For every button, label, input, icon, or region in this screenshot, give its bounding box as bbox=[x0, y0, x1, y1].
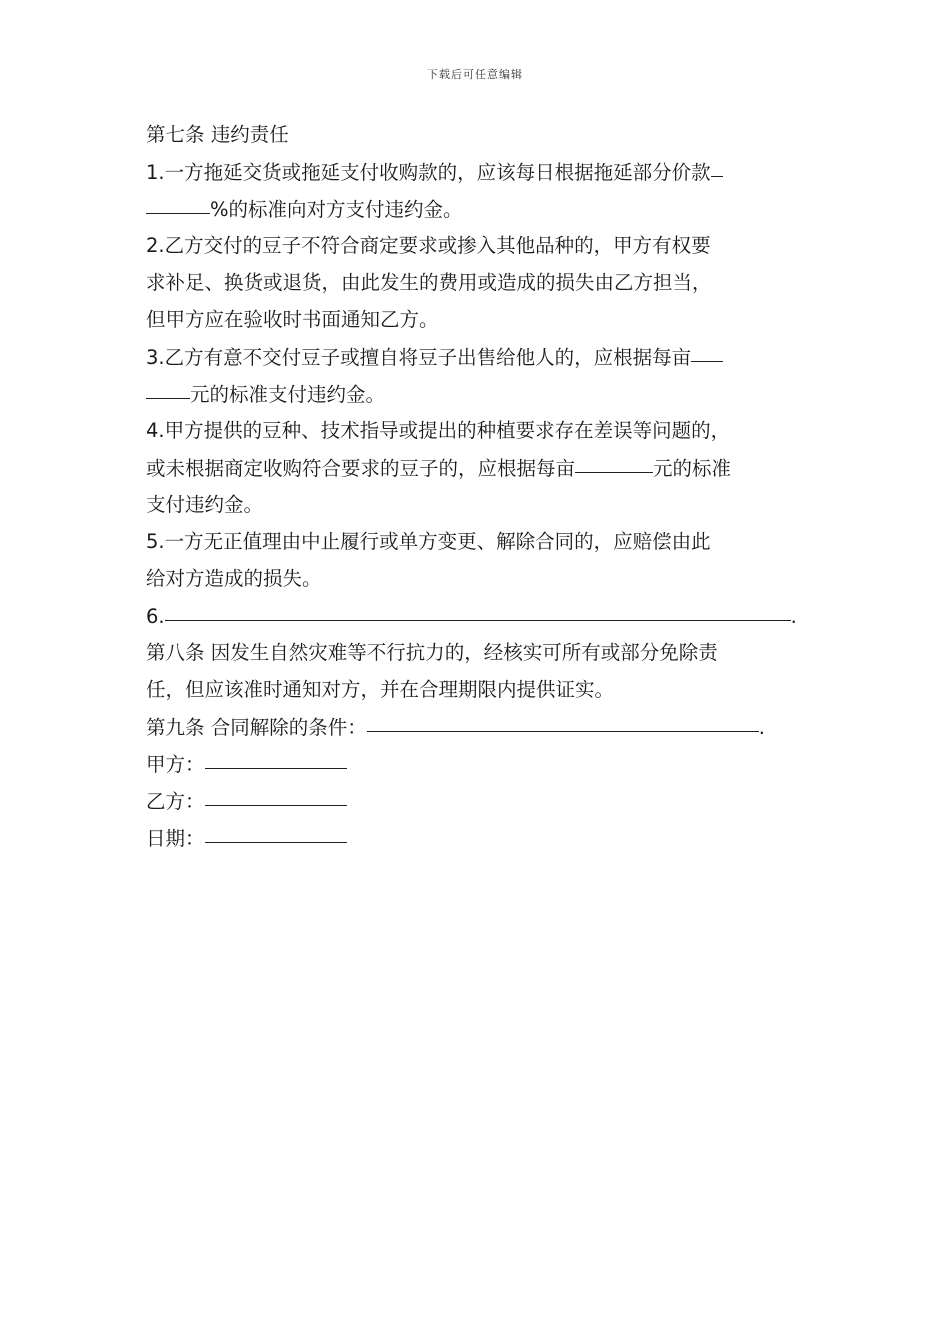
termination-conditions-blank[interactable] bbox=[367, 706, 759, 732]
item-6-prefix: 6. bbox=[146, 605, 165, 628]
article-7-item-3-line-1 bbox=[146, 338, 826, 375]
item-4-prefix: 或未根据商定收购符合要求的豆子的，应根据每亩 bbox=[146, 457, 576, 480]
article-7-item-1-line-1 bbox=[146, 153, 826, 190]
article-9-label: 第九条 合同解除的条件： bbox=[146, 716, 367, 739]
article-9-suffix: . bbox=[758, 716, 765, 739]
article-7-title: 第七条 违约责任 bbox=[146, 123, 289, 146]
party-a-label: 甲方： bbox=[146, 753, 205, 776]
article-7-item-3-line-2 bbox=[146, 375, 826, 412]
article-7-item-1-line-2 bbox=[146, 190, 826, 227]
article-7-item-2-line-3: 但甲方应在验收时书面通知乙方。 bbox=[146, 308, 439, 331]
article-7-item-2-line-1: 2.乙方交付的豆子不符合商定要求或掺入其他品种的，甲方有权要 bbox=[146, 234, 711, 257]
article-8-line-2: 任，但应该准时通知对方，并在合理期限内提供证实。 bbox=[146, 678, 615, 701]
item-3-text: 3.乙方有意不交付豆子或擅自将豆子出售给他人的，应根据每亩 bbox=[146, 346, 692, 369]
item-1-text: 1.一方拖延交货或拖延支付收购款的，应该每日根据拖延部分价款 bbox=[146, 161, 711, 184]
article-7-item-5-line-2: 给对方造成的损失。 bbox=[146, 567, 322, 590]
item-1-suffix: %的标准向对方支付违约金。 bbox=[210, 198, 463, 221]
per-mu-penalty-blank-part-1[interactable] bbox=[691, 336, 723, 362]
date-signature bbox=[146, 819, 826, 856]
article-7-item-2-line-2: 求补足、换货或退货，由此发生的费用或造成的损失由乙方担当， bbox=[146, 271, 712, 294]
article-7-item-4-line-3: 支付违约金。 bbox=[146, 493, 264, 516]
date-label: 日期： bbox=[146, 827, 205, 850]
contract-body bbox=[146, 116, 826, 856]
article-7-item-5-line-1: 5.一方无正值理由中止履行或单方变更、解除合同的，应赔偿由此 bbox=[146, 530, 711, 553]
date-blank[interactable] bbox=[205, 817, 347, 843]
article-9 bbox=[146, 708, 826, 745]
penalty-rate-blank-part-1[interactable] bbox=[711, 151, 723, 177]
page-header-note: 下载后可任意编辑 bbox=[427, 68, 523, 81]
penalty-rate-blank-part-2[interactable] bbox=[146, 188, 210, 214]
article-8-line-1: 第八条 因发生自然灾难等不行抗力的，经核实可所有或部分免除责 bbox=[146, 641, 718, 664]
party-b-blank[interactable] bbox=[205, 780, 347, 806]
item-3-suffix: 元的标准支付违约金。 bbox=[190, 383, 386, 406]
party-a-blank[interactable] bbox=[205, 743, 347, 769]
article-7-item-4-line-1: 4.甲方提供的豆种、技术指导或提出的种植要求存在差误等问题的， bbox=[146, 419, 731, 442]
per-mu-penalty-blank-part-2[interactable] bbox=[146, 373, 190, 399]
per-mu-penalty-blank-b[interactable] bbox=[575, 447, 653, 473]
party-b-label: 乙方： bbox=[146, 790, 205, 813]
item-6-blank[interactable] bbox=[165, 595, 791, 621]
article-7-item-4-line-2 bbox=[146, 449, 826, 486]
party-a-signature bbox=[146, 745, 826, 782]
item-6-suffix: . bbox=[790, 605, 797, 628]
party-b-signature bbox=[146, 782, 826, 819]
article-7-item-6 bbox=[146, 597, 826, 634]
item-4-suffix: 元的标准 bbox=[653, 457, 732, 480]
